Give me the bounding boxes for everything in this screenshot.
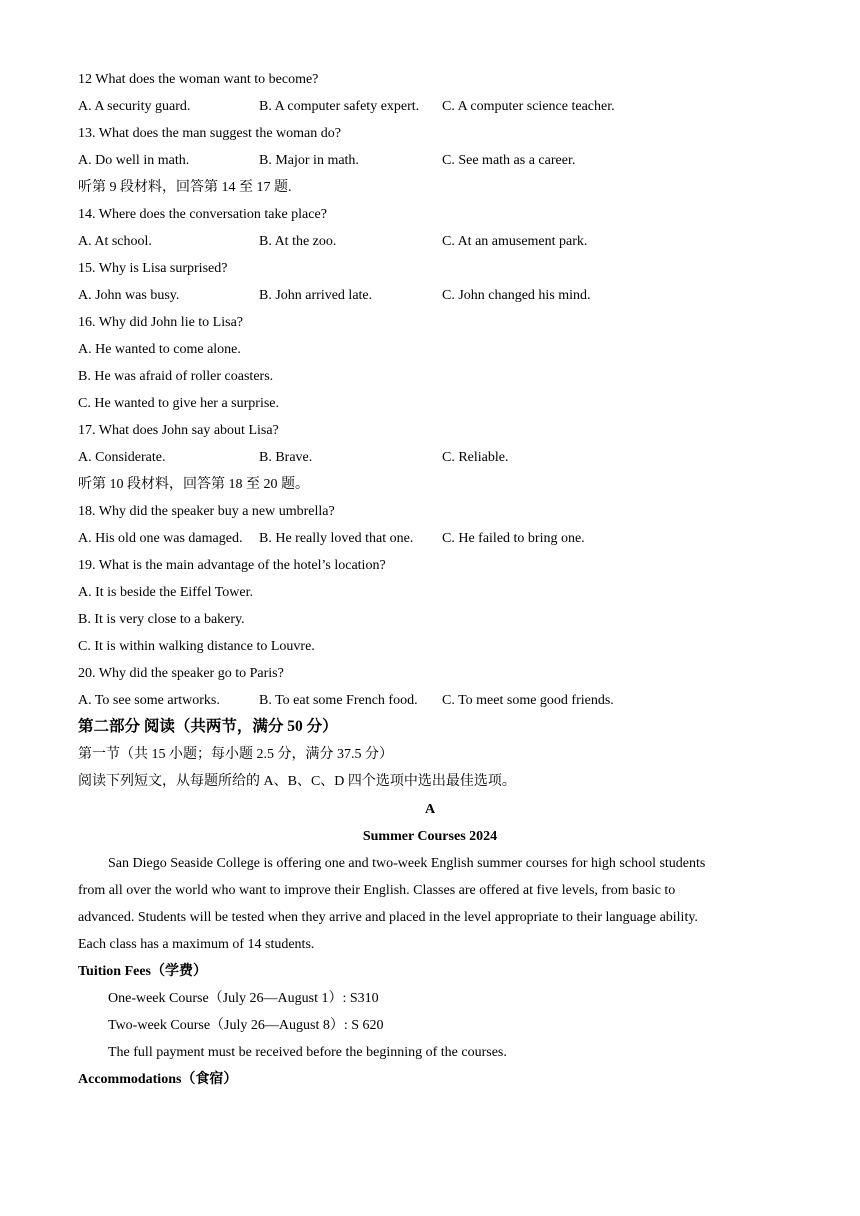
question-19-option-b: B. It is very close to a bakery. [78,612,245,627]
tuition-heading: Tuition Fees（学费） [78,964,207,979]
paragraph-line: Each class has a maximum of 14 students. [78,937,315,952]
question-20-option-c: C. To meet some good friends. [442,693,614,708]
question-12-option-c: C. A computer science teacher. [442,99,615,114]
paragraph-line: San Diego Seaside College is offering one and two-week English summer courses for high school students [108,856,706,871]
question-18-option-b: B. He really loved that one. [259,531,414,546]
question-12-option-a: A. A security guard. [78,99,191,114]
question-16-option-a: A. He wanted to come alone. [78,342,241,357]
question-18-option-c: C. He failed to bring one. [442,531,585,546]
question-17-option-b: B. Brave. [259,450,313,465]
question-16-option-c: C. He wanted to give her a surprise. [78,396,279,411]
question-12-option-b: B. A computer safety expert. [259,99,420,114]
question-14-option-c: C. At an amusement park. [442,234,588,249]
question-12-stem: 12 What does the woman want to become? [78,72,319,87]
section-9-instruction: 听第 9 段材料，回答第 14 至 17 题. [78,180,292,195]
question-20-stem: 20. Why did the speaker go to Paris? [78,666,284,681]
question-19-option-a: A. It is beside the Eiffel Tower. [78,585,254,600]
question-13-option-c: C. See math as a career. [442,153,576,168]
section-10-instruction: 听第 10 段材料，回答第 18 至 20 题。 [78,477,309,492]
passage-letter: A [424,802,436,817]
question-13-option-a: A. Do well in math. [78,153,190,168]
question-16-option-b: B. He was afraid of roller coasters. [78,369,274,384]
question-17-stem: 17. What does John say about Lisa? [78,423,279,438]
accommodation-heading: Accommodations（食宿） [78,1072,238,1087]
paragraph-line: from all over the world who want to improve their English. Classes are offered at five levels, from basic to [78,883,676,898]
question-20-option-a: A. To see some artworks. [78,693,220,708]
passage-title: Summer Courses 2024 [362,829,498,844]
section-one-title: 第一节（共 15 小题；每小题 2.5 分，满分 37.5 分） [78,747,393,762]
question-14-option-b: B. At the zoo. [259,234,337,249]
question-17-option-a: A. Considerate. [78,450,166,465]
reading-instruction: 阅读下列短文，从每题所给的 A、B、C、D 四个选项中选出最佳选项。 [78,774,516,789]
tuition-two-week: Two-week Course（July 26—August 8）: S 620 [108,1018,384,1033]
question-18-option-a: A. His old one was damaged. [78,531,243,546]
question-14-stem: 14. Where does the conversation take place? [78,207,327,222]
question-13-stem: 13. What does the man suggest the woman do? [78,126,341,141]
question-20-option-b: B. To eat some French food. [259,693,418,708]
question-14-option-a: A. At school. [78,234,152,249]
question-18-stem: 18. Why did the speaker buy a new umbrella? [78,504,335,519]
question-15-option-b: B. John arrived late. [259,288,373,303]
question-19-stem: 19. What is the main advantage of the hotel’s location? [78,558,386,573]
question-16-stem: 16. Why did John lie to Lisa? [78,315,243,330]
question-17-option-c: C. Reliable. [442,450,509,465]
paragraph-line: advanced. Students will be tested when they arrive and placed in the level appropriate to their language ability. [78,910,698,925]
question-15-option-a: A. John was busy. [78,288,180,303]
tuition-payment-note: The full payment must be received before the beginning of the courses. [108,1045,507,1060]
part-two-title: 第二部分 阅读（共两节，满分 50 分） [78,718,338,735]
question-15-option-c: C. John changed his mind. [442,288,591,303]
question-15-stem: 15. Why is Lisa surprised? [78,261,228,276]
tuition-one-week: One-week Course（July 26—August 1）: S310 [108,991,379,1006]
question-13-option-b: B. Major in math. [259,153,359,168]
question-19-option-c: C. It is within walking distance to Louvre. [78,639,315,654]
